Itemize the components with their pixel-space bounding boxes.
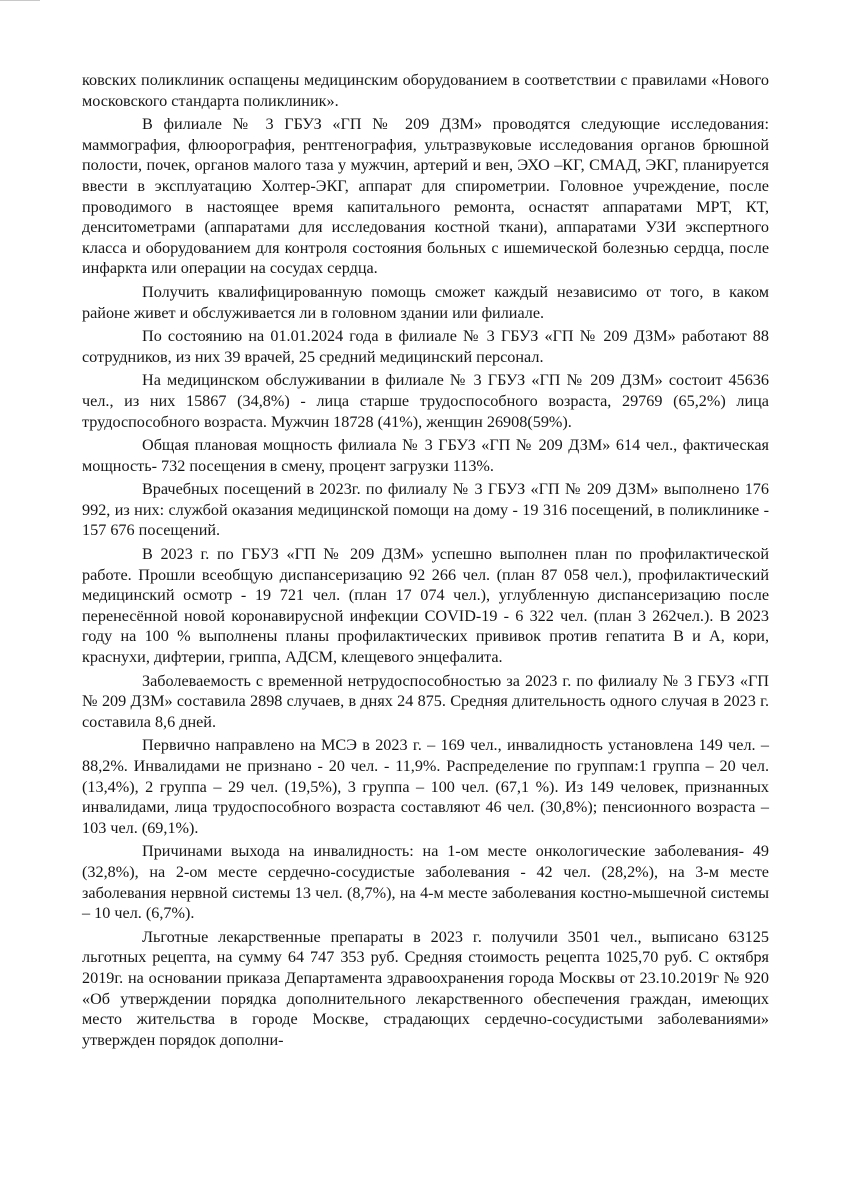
paragraph-qualified-help: Получить квалифицированную помощь сможет каждый независимо от того, в каком районе живет и обслуживается ли в головном здании или филиале. [82,282,769,322]
paragraph-morbidity: Заболеваемость с временной нетрудоспособностью за 2023 г. по филиалу № 3 ГБУЗ «ГП № 209 ДЗМ» составила 2898 случаев, в днях 24 875. Средняя длительность одного случая в 2023 г. составила 8,6 дней. [82,671,769,731]
paragraph-visits: Врачебных посещений в 2023г. по филиалу № 3 ГБУЗ «ГП № 209 ДЗМ» выполнено 176 992, из них: службой оказания медицинской помощи на дому - 19 316 посещений, в поликлинике - 157 676 посещений. [82,480,769,540]
document-page [82,70,769,1053]
paragraph-capacity: Общая плановая мощность филиала № 3 ГБУЗ «ГП № 209 ДЗМ» 614 чел., фактическая мощность- 732 посещения в смену, процент загрузки 113%. [82,436,769,475]
scan-edge-mark [0,0,40,1]
paragraph-prevention: В 2023 г. по ГБУЗ «ГП № 209 ДЗМ» успешно выполнен план по профилактической работе. Прошли всеобщую диспансеризацию 92 266 чел. (план 87 058 чел.), профилактический медицинский осмотр - 19 721 чел. (план 17 074 чел.), углубленную диспансеризацию после перенесённой новой коронавирусной инфекции COVID-19 - 6 322 чел. (план 3 262чел.). В 2023 году на 100 % выполнены планы профилактических прививок против гепатита В и А, кори, краснухи, дифтерии, гриппа, АДСМ, клещевого энцефалита. [82,545,769,667]
paragraph-continuation: ковских поликлиник оспащены медицинским оборудованием в соответствии с правилами «Нового московского стандарта поликлиник». [82,71,769,110]
paragraph-disability-causes: Причинами выхода на инвалидность: на 1-ом месте онкологические заболевания- 49 (32,8%), на 2-ом месте сердечно-сосудистые заболевания - 42 чел. (28,2%), на 3-м месте заболевания нервной системы 13 чел. (8,7%), на 4-м месте заболевания костно-мышечной системы – 10 чел. (6,7%). [82,842,769,923]
paragraph-preferential-drugs: Льготные лекарственные препараты в 2023 г. получили 3501 чел., выписано 63125 льготных рецепта, на сумму 64 747 353 руб. Средняя стоимость рецепта 1025,70 руб. С октября 2019г. на основании приказа Департамента здравоохранения города Москвы от 23.10.2019г № 920 «Об утверждении порядка дополнительного лекарственного обеспечения граждан, имеющих место жительства в городе Москве, страдающих сердечно-сосудистыми заболеваниями» утвержден порядок дополни- [82,927,769,1049]
paragraph-research-list: В филиале № 3 ГБУЗ «ГП № 209 ДЗМ» проводятся следующие исследования: маммография, флюорография, рентгенография, ультразвуковые исследования органов брюшной полости, почек, органов малого таза у мужчин, артерий и вен, ЭХО –КГ, СМАД, ЭКГ, планируется ввести в эксплуатацию Холтер-ЭКГ, аппарат для спирометрии. Головное учреждение, после проводимого в настоящее время капитального ремонта, оснастят аппаратами МРТ, КТ, денситометрами (аппаратами для исследования костной ткани), аппаратами УЗИ экспертного класса и оборудованием для контроля состояния больных с ишемической болезнью сердца, после инфаркта или операции на сосудах сердца. [82,115,769,278]
paragraph-staff: По состоянию на 01.01.2024 года в филиале № 3 ГБУЗ «ГП № 209 ДЗМ» работают 88 сотрудников, из них 39 врачей, 25 средний медицинский персонал. [82,327,769,366]
paragraph-population: На медицинском обслуживании в филиале № 3 ГБУЗ «ГП № 209 ДЗМ» состоит 45636 чел., из них 15867 (34,8%) - лица старше трудоспособного возраста, 29769 (65,2%) лица трудоспособного возраста. Мужчин 18728 (41%), женщин 26908(59%). [82,371,769,431]
paragraph-disability-referral: Первично направлено на МСЭ в 2023 г. – 169 чел., инвалидность установлена 149 чел. – 88,2%. Инвалидами не признано - 20 чел. - 11,9%. Распределение по группам:1 группа – 20 чел. (13,4%), 2 группа – 29 чел. (19,5%), 3 группа – 100 чел. (67,1 %). Из 149 человек, признанных инвалидами, лица трудоспособного возраста составляют 46 чел. (30,8%); пенсионного возраста – 103 чел. (69,1%). [82,736,769,837]
